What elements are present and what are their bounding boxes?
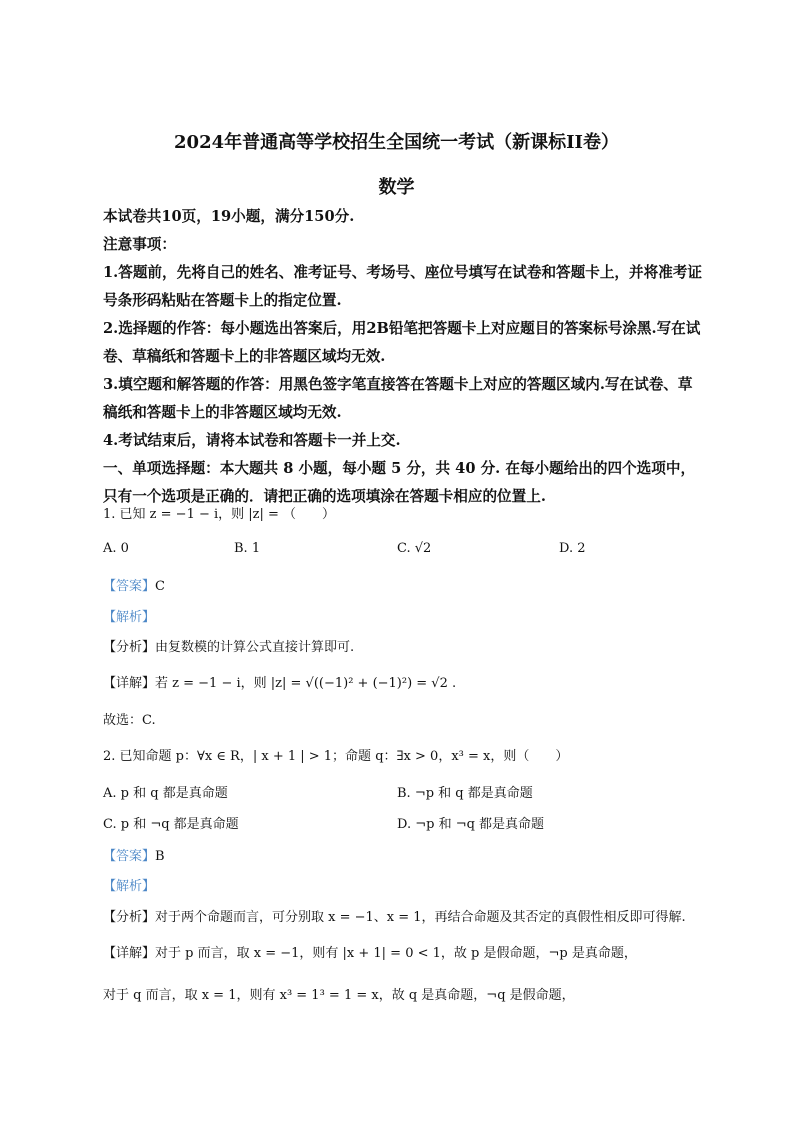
q1-conclusion: 故选：C. <box>103 713 156 728</box>
q2-fenxi <box>103 911 686 924</box>
q2-option-a: A. p 和 q 都是真命题 <box>103 786 228 801</box>
section-heading-cont: 只有一个选项是正确的．请把正确的选项填涂在答题卡相应的位置上. <box>103 488 546 505</box>
notice-2-cont: 卷、草稿纸和答题卡上的非答题区域均无效. <box>103 348 386 365</box>
notice-1: 1.答题前，先将自己的姓名、准考证号、考场号、座位号填写在试卷和答题卡上，并将准考证 <box>103 264 702 281</box>
q1-option-a: A. 0 <box>103 541 129 556</box>
q1-option-d: D. 2 <box>559 541 586 556</box>
q1-option-b: B. 1 <box>234 541 261 556</box>
fenxi-tag: 【分析】 <box>103 910 156 925</box>
q2-xiangjie-text: 对于 p 而言，取 x = −1，则有 |x + 1| = 0 < 1，故 p 是假命题，¬p 是真命题， <box>155 946 637 961</box>
q2-fenxi-text: 对于两个命题而言，可分别取 x = −1、x = 1，再结合命题及其否定的真假性相反即可得解. <box>155 910 686 925</box>
q1-xiangjie <box>103 677 456 690</box>
q2-option-d: D. ¬p 和 ¬q 都是真命题 <box>397 817 545 832</box>
answer-tag: 【答案】 <box>103 849 156 864</box>
subject-title: 数学 <box>378 177 415 198</box>
intro: 本试卷共10页，19小题，满分150分. <box>103 208 355 225</box>
section-heading: 一、单项选择题：本大题共 8 小题，每小题 5 分，共 40 分. 在每小题给出的四个选项中， <box>103 460 696 477</box>
q1-fenxi-text: 由复数模的计算公式直接计算即可. <box>155 640 355 655</box>
q2-xiangjie-line2: 对于 q 而言，取 x = 1，则有 x³ = 1³ = 1 = x，故 q 是真命题，¬q 是假命题， <box>103 988 575 1003</box>
q2-xiangjie <box>103 947 637 960</box>
notice-1-cont: 号条形码粘贴在答题卡上的指定位置. <box>103 292 342 309</box>
q2-option-c: C. p 和 ¬q 都是真命题 <box>103 817 239 832</box>
q1-answer-value: C <box>155 579 165 594</box>
notice-heading: 注意事项： <box>103 236 176 253</box>
q2-answer-value: B <box>155 849 165 864</box>
exam-title: 2024年普通高等学校招生全国统一考试（新课标II卷） <box>174 132 619 153</box>
xiangjie-tag: 【详解】 <box>103 946 156 961</box>
answer-tag: 【答案】 <box>103 579 156 594</box>
fenxi-tag: 【分析】 <box>103 640 156 655</box>
q1-answer <box>103 580 165 593</box>
q1-option-c: C. √2 <box>397 541 432 556</box>
notice-3: 3.填空题和解答题的作答：用黑色签字笔直接答在答题卡上对应的答题区域内.写在试卷、草 <box>103 376 693 393</box>
q2-answer <box>103 850 165 863</box>
q1-stem: 1. 已知 z = −1 − i，则 |z| = （ ） <box>103 507 336 522</box>
q2-analysis-tag: 【解析】 <box>103 879 156 894</box>
q1-analysis-tag: 【解析】 <box>103 610 156 625</box>
q2-option-b: B. ¬p 和 q 都是真命题 <box>397 786 533 801</box>
q1-fenxi <box>103 641 354 654</box>
xiangjie-tag: 【详解】 <box>103 676 156 691</box>
notice-4: 4.考试结束后，请将本试卷和答题卡一并上交. <box>103 432 401 449</box>
q2-stem: 2. 已知命题 p：∀x ∈ R，| x + 1 | > 1；命题 q：∃x > 0，x³ = x，则（ ） <box>103 749 569 764</box>
notice-3-cont: 稿纸和答题卡上的非答题区域均无效. <box>103 404 342 421</box>
q1-xiangjie-text: 若 z = −1 − i，则 |z| = √((−1)² + (−1)²) = √2 . <box>155 676 457 691</box>
notice-2: 2.选择题的作答：每小题选出答案后，用2B铅笔把答题卡上对应题目的答案标号涂黑.写在试 <box>103 320 701 337</box>
